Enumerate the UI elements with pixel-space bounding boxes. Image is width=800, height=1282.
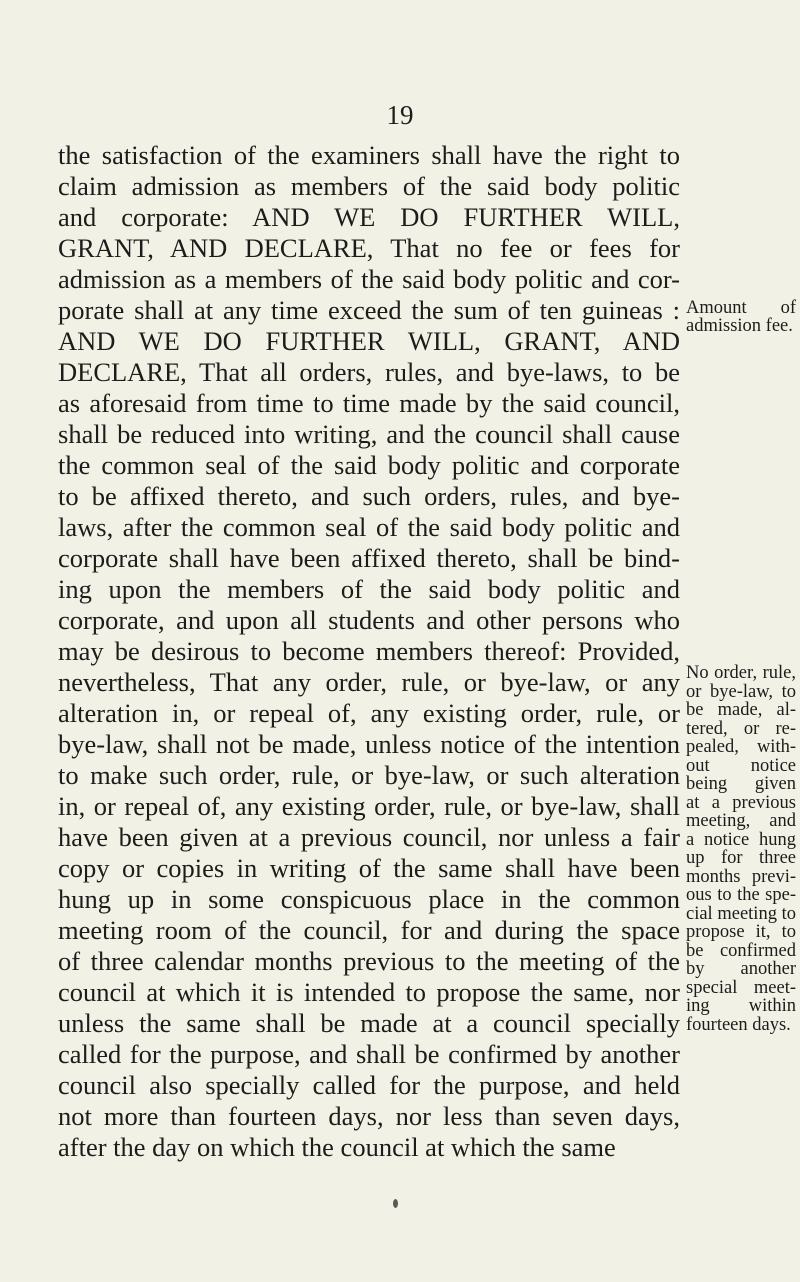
margin-note-line: out notice <box>686 756 796 776</box>
margin-note-line: be confirmed <box>686 941 796 961</box>
body-line: hung up in some conspicuous place in the common <box>58 884 680 914</box>
body-line: corporate, and upon all students and other persons who <box>58 605 680 635</box>
body-line: corporate shall have been affixed thereto, shall be bind- <box>58 543 680 573</box>
body-line: after the day on which the council at which the same <box>58 1132 616 1162</box>
margin-note-line: pealed, with- <box>686 737 796 757</box>
body-line: and corporate: AND WE DO FURTHER WILL, <box>58 202 680 232</box>
body-line: of three calendar months previous to the meeting of the <box>58 946 680 976</box>
margin-note-line: No order, rule, <box>686 663 796 683</box>
margin-note-line: fourteen days. <box>686 1015 791 1035</box>
body-line: as aforesaid from time to time made by the said council, <box>58 388 680 418</box>
body-line: council at which it is intended to propose the same, nor <box>58 977 680 1007</box>
body-line: meeting room of the council, for and during the space <box>58 915 680 945</box>
margin-note-line: at a previous <box>686 793 796 813</box>
margin-note-line: cial meeting to <box>686 904 796 924</box>
margin-note-line: admission fee. <box>686 316 793 336</box>
body-line: to be affixed thereto, and such orders, rules, and bye- <box>58 481 680 511</box>
body-line: have been given at a previous council, nor unless a fair <box>58 822 680 852</box>
margin-note-line: by another <box>686 959 796 979</box>
body-line: laws, after the common seal of the said body politic and <box>58 512 680 542</box>
margin-note-line: up for three <box>686 848 796 868</box>
margin-note-line: be made, al- <box>686 700 796 720</box>
margin-note-line: special meet- <box>686 978 796 998</box>
margin-note-line: tered, or re- <box>686 719 796 739</box>
margin-note-line: propose it, to <box>686 922 796 942</box>
body-line: not more than fourteen days, nor less than seven days, <box>58 1101 680 1131</box>
margin-note-line: being given <box>686 774 796 794</box>
body-line: the common seal of the said body politic and corporate <box>58 450 680 480</box>
body-line: shall be reduced into writing, and the council shall cause <box>58 419 680 449</box>
body-line: the satisfaction of the examiners shall have the right to <box>58 140 680 170</box>
body-line: nevertheless, That any order, rule, or bye-law, or any <box>58 667 680 697</box>
body-line: bye-law, shall not be made, unless notice of the intention <box>58 729 680 759</box>
body-line: DECLARE, That all orders, rules, and bye-laws, to be <box>58 357 680 387</box>
ink-speck <box>393 1199 398 1208</box>
body-line: admission as a members of the said body politic and cor- <box>58 264 680 294</box>
body-line: ing upon the members of the said body politic and <box>58 574 680 604</box>
margin-note-line: meeting, and <box>686 811 796 831</box>
margin-note-line: months previ- <box>686 867 796 887</box>
body-line: alteration in, or repeal of, any existing order, rule, or <box>58 698 680 728</box>
body-line: AND WE DO FURTHER WILL, GRANT, AND <box>58 326 680 356</box>
body-line: porate shall at any time exceed the sum of ten guineas : <box>58 295 680 325</box>
body-line: council also specially called for the purpose, and held <box>58 1070 680 1100</box>
body-line: called for the purpose, and shall be confirmed by another <box>58 1039 680 1069</box>
body-line: copy or copies in writing of the same shall have been <box>58 853 680 883</box>
body-line: unless the same shall be made at a council specially <box>58 1008 680 1038</box>
body-line: may be desirous to become members thereof: Provided, <box>58 636 680 666</box>
margin-note-line: ing within <box>686 996 796 1016</box>
body-line: claim admission as members of the said body politic <box>58 171 680 201</box>
body-line: to make such order, rule, or bye-law, or such alteration <box>58 760 680 790</box>
margin-note-line: or bye-law, to <box>686 682 796 702</box>
margin-note-line: Amount of <box>686 298 796 318</box>
margin-note-line: a notice hung <box>686 830 796 850</box>
page-number: 19 <box>386 100 414 130</box>
body-line: GRANT, AND DECLARE, That no fee or fees for <box>58 233 680 263</box>
body-line: in, or repeal of, any existing order, rule, or bye-law, shall <box>58 791 680 821</box>
margin-note-line: ous to the spe- <box>686 885 796 905</box>
